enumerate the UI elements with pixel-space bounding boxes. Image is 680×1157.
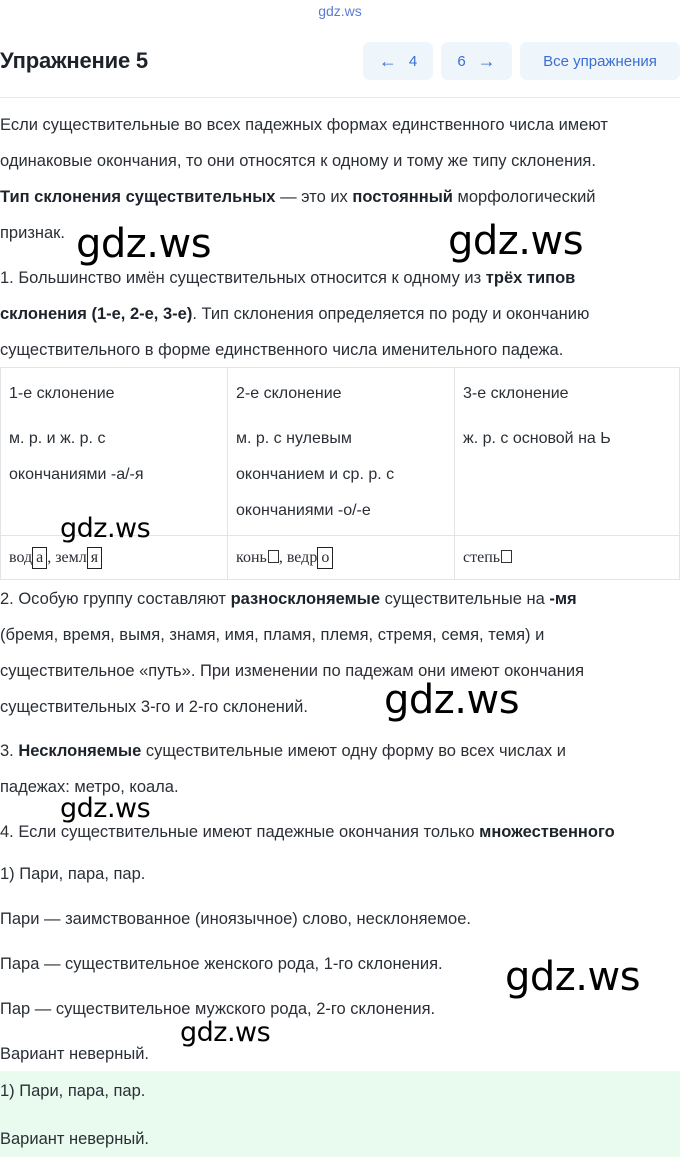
table-cell: [455, 368, 680, 536]
watermark: gdz.ws: [76, 221, 212, 267]
next-exercise-button[interactable]: [441, 42, 512, 80]
prev-exercise-button[interactable]: [363, 42, 433, 80]
point2-line-2: (бремя, время, вымя, знамя, имя, пламя, племя, стремя, семя, темя) и: [0, 626, 545, 644]
point3-text: 3.: [0, 742, 19, 760]
term-constant: постоянный: [352, 188, 453, 206]
watermark: gdz.ws: [60, 793, 151, 824]
exercise-header: [0, 42, 680, 80]
solution-line-5: Вариант неверный.: [0, 1045, 149, 1063]
term-declensions: склонения (1-е, 2-е, 3-е): [0, 305, 193, 323]
all-exercises-label: Все упражнения: [543, 52, 657, 70]
example-stem: ведр: [286, 548, 318, 566]
intro-line-4: признак.: [0, 224, 65, 242]
declension-table: [0, 367, 680, 580]
answer-line-2: Вариант неверный.: [0, 1130, 149, 1148]
arrow-right-icon: →: [477, 50, 496, 71]
intro-line-2: одинаковые окончания, то они относятся к одному и тому же типу склонения.: [0, 152, 596, 170]
table-cell: [1, 368, 228, 536]
divider: [0, 97, 680, 98]
watermark: gdz.ws: [448, 218, 584, 264]
example-stem: конь: [236, 548, 267, 566]
cell-desc-line: окончанием и ср. р. с: [236, 466, 395, 483]
term-plural: множественного: [479, 823, 615, 841]
example-separator: ,: [47, 548, 56, 566]
intro-text-tail: морфологический: [452, 188, 596, 206]
term-mya: -мя: [549, 590, 577, 608]
solution-line-4: Пар — существительное мужского рода, 2-го склонения.: [0, 1000, 436, 1018]
column-header: 3-е склонение: [463, 385, 569, 402]
column-header: 1-е склонение: [9, 385, 115, 402]
intro-line-3: [0, 179, 680, 215]
table-cell-examples: [455, 536, 680, 580]
site-mark: gdz.ws: [318, 3, 362, 19]
example-stem: степь: [463, 548, 501, 566]
point1-line-2: [0, 296, 680, 332]
point2-text-2: существительные на: [380, 590, 550, 608]
ending-box: а: [32, 547, 47, 569]
point3-line-1: [0, 733, 680, 769]
example-stem: земл: [55, 548, 87, 566]
term-indeclinable: Несклоняемые: [18, 742, 142, 760]
point3-text-2: существительные имеют одну форму во всех числах и: [141, 742, 566, 760]
answer-line-1: 1) Пари, пара, пар.: [0, 1082, 146, 1100]
table-cell-examples: [228, 536, 455, 580]
watermark: gdz.ws: [60, 513, 151, 544]
prev-exercise-label: 4: [408, 52, 418, 70]
solution-line-3: Пара — существительное женского рода, 1-го склонения.: [0, 955, 443, 973]
cell-desc-line: ж. р. с основой на Ь: [463, 430, 611, 447]
intro-text: — это их: [275, 188, 353, 206]
point2-line-4: существительных 3-го и 2-го склонений.: [0, 698, 308, 716]
cell-desc-line: м. р. с нулевым: [236, 430, 352, 447]
example-stem: вод: [9, 548, 33, 566]
point2-line-1: [0, 581, 680, 617]
table-cell: [228, 368, 455, 536]
point2-line-3: существительное «путь». При изменении по падежам они имеют окончания: [0, 662, 585, 680]
all-exercises-button[interactable]: [520, 42, 680, 80]
solution-line-1: 1) Пари, пара, пар.: [0, 865, 146, 883]
point3-line-2: падежах: метро, коала.: [0, 778, 179, 796]
cell-desc-line: окончаниями -а/-я: [9, 466, 144, 483]
point4-text: 4. Если существительные имеют падежные окончания только: [0, 823, 480, 841]
point1-line-3: существительного в форме единственного числа именительного падежа.: [0, 341, 564, 359]
zero-ending-box: [501, 550, 512, 563]
solution-line-2: Пари — заимствованное (иноязычное) слово, несклоняемое.: [0, 910, 471, 928]
point1-text: 1. Большинство имён существительных относится к одному из: [0, 269, 486, 287]
watermark: gdz.ws: [180, 1017, 271, 1048]
example-separator: ,: [278, 548, 287, 566]
point2-text: 2. Особую группу составляют: [0, 590, 231, 608]
intro-line-1: Если существительные во всех падежных формах единственного числа имеют: [0, 116, 608, 134]
cell-desc-line: окончаниями -о/-е: [236, 502, 371, 519]
ending-box: о: [317, 547, 333, 569]
column-header: 2-е склонение: [236, 385, 342, 402]
ending-box: я: [87, 547, 102, 569]
watermark: gdz.ws: [384, 677, 520, 723]
term-heteroclitic: разносклоняемые: [230, 590, 381, 608]
watermark: gdz.ws: [505, 954, 641, 1000]
term-three-types: трёх типов: [485, 269, 576, 287]
page-title: Упражнение 5: [0, 48, 148, 73]
cell-desc-line: м. р. и ж. р. с: [9, 430, 106, 447]
point1-text-2: . Тип склонения определяется по роду и окончанию: [192, 305, 590, 323]
next-exercise-label: 6: [457, 52, 466, 70]
term-declension-type: Тип склонения существительных: [0, 188, 276, 206]
arrow-left-icon: ←: [378, 50, 397, 71]
zero-ending-box: [268, 550, 279, 563]
